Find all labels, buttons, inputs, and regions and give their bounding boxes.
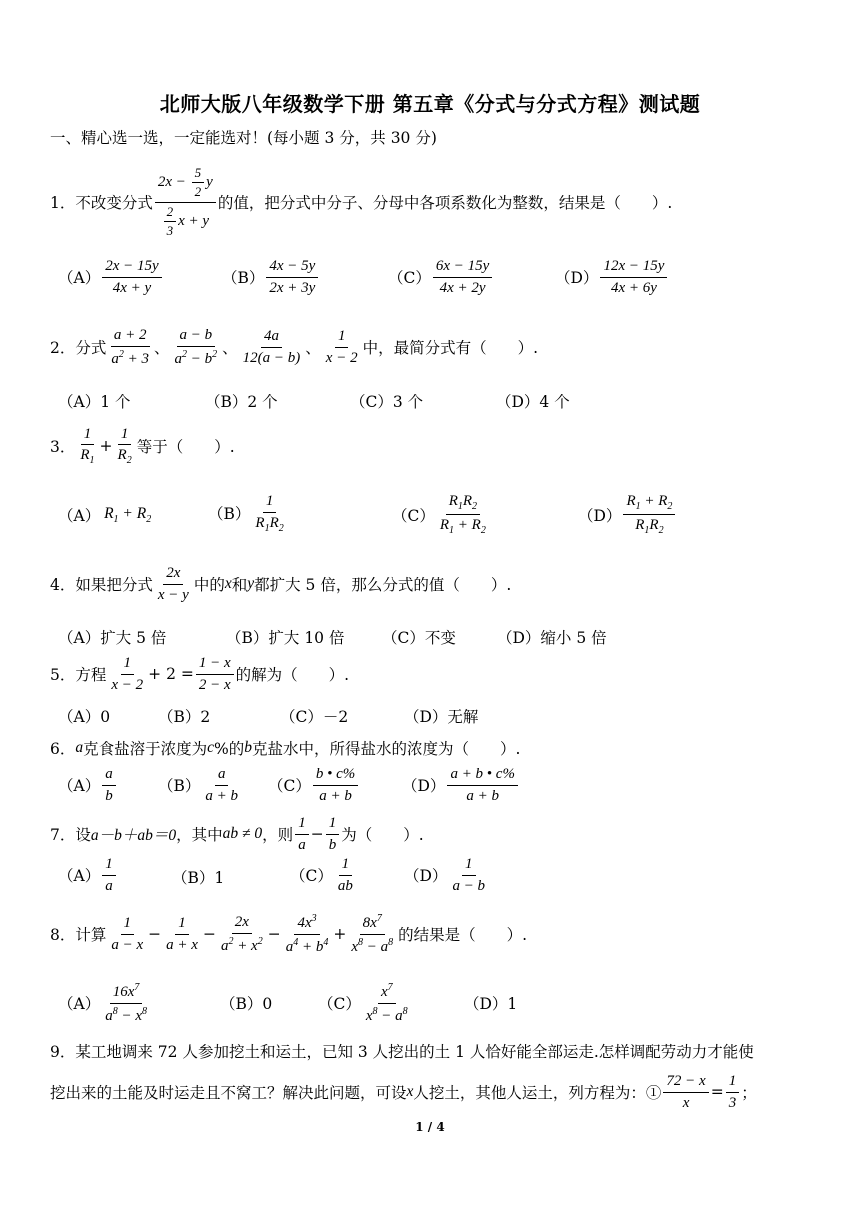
question-1-tail: 的值，把分式中分子、分母中各项系数化为整数，结果是（ ）. bbox=[217, 194, 673, 212]
option-label: （D） bbox=[555, 269, 599, 287]
separator: 、 bbox=[222, 339, 238, 357]
variable-a: a bbox=[75, 739, 84, 756]
question-8: 8．计算 $\frac{1}{a - x}$ − $\frac{1}{a + x}$ − $\frac{2x}{a^2 + x^2}$ − $\frac{4x^3}{a^4 + b^4}$ + $\frac{8x^7}{x^8 - a^8}$ 的结果是（ ）. bbox=[50, 913, 528, 955]
q3-option-c[interactable]: （C） $\frac{R_1R_2}{R_1 + R_2}$ bbox=[392, 493, 486, 536]
option-label: （D） bbox=[578, 506, 622, 525]
q2-option-b[interactable]: （B）2 个 bbox=[205, 393, 278, 411]
question-6-text: 克食盐溶于浓度为 bbox=[83, 740, 208, 758]
question-8-lead: 8．计算 bbox=[50, 926, 107, 944]
option-label: （B） bbox=[222, 269, 265, 287]
q1-main-fraction: 2x − $\frac{5}{2}$ y $\frac{2}{3}$ x + y bbox=[155, 166, 216, 238]
option-label: （A） bbox=[58, 777, 101, 795]
question-1 bbox=[50, 163, 672, 241]
question-5-tail: 的解为（ ）. bbox=[235, 666, 350, 684]
question-9-line-2: 挖出来的土能及时运走且不窝工？解决此问题，可设 x 人挖土，其他人运土，列方程为：① $\frac{72 - x}{x}$ = $\frac{1}{3}$ ； bbox=[50, 1073, 757, 1111]
q2-option-d[interactable]: （D）4 个 bbox=[496, 393, 570, 411]
q8-option-c[interactable]: （C） $\frac{x^7}{x^8 - a^8}$ bbox=[318, 982, 408, 1024]
q5-option-c[interactable]: （C）－2 bbox=[280, 708, 349, 726]
q5-option-d[interactable]: （D）无解 bbox=[404, 708, 479, 726]
question-5: 5．方程 $\frac{1}{x - 2}$ + 2 = $\frac{1 - x}{2 - x}$ 的解为（ ）. bbox=[50, 655, 350, 693]
question-3-tail: 等于（ ）. bbox=[136, 438, 235, 456]
option-label: （B） bbox=[158, 777, 201, 795]
option-label: （B） bbox=[208, 505, 251, 524]
variable-x: x bbox=[224, 575, 232, 592]
question-6-lead: 6． bbox=[50, 740, 76, 758]
separator: 、 bbox=[154, 339, 170, 357]
separator: 、 bbox=[305, 339, 321, 357]
question-7-text: ，则 bbox=[262, 826, 294, 844]
q4-option-a[interactable]: （A）扩大 5 倍 bbox=[58, 629, 167, 647]
question-3: 3． $\frac{1}{R_1}$ + $\frac{1}{R_2}$ 等于（ ）. bbox=[50, 425, 235, 467]
question-9-text: 人挖土，其他人运土，列方程为：① bbox=[413, 1084, 662, 1102]
question-2: 2．分式 $\frac{a + 2}{a^2 + 3}$ 、 $\frac{a - b}{a^2 - b^2}$ 、 $\frac{4a}{12(a - b)}$ 、 $\frac{1}{x - 2}$ 中，最简分式有（ ）. bbox=[50, 327, 539, 367]
q8-option-a[interactable]: （A） $\frac{16x^7}{a^8 - x^8}$ bbox=[58, 982, 147, 1024]
question-6 bbox=[50, 738, 520, 758]
q7-option-d[interactable]: （D） $\frac{1}{a - b}$ bbox=[404, 856, 486, 894]
variable-b: b bbox=[244, 739, 253, 756]
question-4-tail: 都扩大 5 倍，那么分式的值（ ）. bbox=[254, 576, 512, 594]
option-label: （A） bbox=[58, 269, 101, 287]
q7-option-c[interactable]: （C） $\frac{1}{ab}$ bbox=[290, 856, 353, 894]
q6-option-c[interactable]: （C） $\frac{b • c\%}{a + b}$ bbox=[268, 766, 360, 804]
q2-option-c[interactable]: （C）3 个 bbox=[350, 393, 424, 411]
q1-option-c[interactable]: （C） $\frac{6x - 15y}{4x + 2y}$ bbox=[388, 258, 494, 296]
q6-option-b[interactable]: （B） $\frac{a}{a + b}$ bbox=[158, 766, 239, 804]
question-4-lead: 4．如果把分式 bbox=[50, 576, 153, 594]
q1-option-b[interactable]: （B） $\frac{4x - 5y}{2x + 3y}$ bbox=[222, 258, 320, 296]
question-7-tail: 为（ ）. bbox=[341, 826, 424, 844]
question-6-text: %的 bbox=[214, 740, 245, 758]
question-7: 7．设 a－b＋ab＝0 ，其中 ab ≠ 0 ，则 $\frac{1}{a}$ − $\frac{1}{b}$ 为（ ）. bbox=[50, 815, 424, 853]
inequality: ab ≠ 0 bbox=[222, 825, 263, 842]
q6-option-a[interactable]: （A） $\frac{a}{b}$ bbox=[58, 766, 118, 804]
question-8-tail: 的结果是（ ）. bbox=[398, 926, 528, 944]
question-9-line-1: 9．某工地调来 72 人参加挖土和运土，已知 3 人挖出的土 1 人恰好能全部运走.怎样调配劳动力才能使 bbox=[50, 1043, 754, 1061]
option-label: （C） bbox=[392, 506, 435, 525]
option-label: （A） bbox=[58, 867, 101, 885]
option-label: （C） bbox=[268, 777, 311, 795]
q1-option-d[interactable]: （D） $\frac{12x - 15y}{4x + 6y}$ bbox=[555, 258, 669, 296]
option-label: （D） bbox=[402, 777, 446, 795]
option-label: （A） bbox=[58, 995, 101, 1013]
q8-option-b[interactable]: （B）0 bbox=[220, 995, 273, 1013]
question-4-text: 和 bbox=[231, 576, 248, 594]
variable-y: y bbox=[247, 575, 255, 592]
q5-option-b[interactable]: （B）2 bbox=[158, 708, 211, 726]
page-title: 北师大版八年级数学下册 第五章《分式与分式方程》测试题 bbox=[159, 92, 701, 116]
question-9-text: 挖出来的土能及时运走且不窝工？解决此问题，可设 bbox=[50, 1084, 407, 1102]
question-7-lead: 7．设 bbox=[50, 826, 91, 844]
option-label: （C） bbox=[290, 867, 333, 885]
question-4: 4．如果把分式 $\frac{2x}{x - y}$ 中的 x 和 y 都扩大 5 倍，那么分式的值（ ）. bbox=[50, 565, 512, 603]
equation: a－b＋ab＝0 bbox=[90, 827, 177, 844]
question-1-lead: 1．不改变分式 bbox=[50, 194, 153, 212]
q4-option-c[interactable]: （C）不变 bbox=[382, 629, 456, 647]
q2-option-a[interactable]: （A）1 个 bbox=[58, 393, 131, 411]
q3-option-d[interactable]: （D） $\frac{R_1 + R_2}{R_1R_2}$ bbox=[578, 493, 677, 536]
q8-option-d[interactable]: （D）1 bbox=[464, 995, 518, 1013]
question-7-text: ，其中 bbox=[176, 826, 223, 844]
question-5-lead: 5．方程 bbox=[50, 666, 107, 684]
q4-option-d[interactable]: （D）缩小 5 倍 bbox=[497, 629, 607, 647]
q5-option-a[interactable]: （A）0 bbox=[58, 708, 111, 726]
question-2-tail: 中，最简分式有（ ）. bbox=[362, 339, 539, 357]
question-4-text: 中的 bbox=[193, 576, 225, 594]
question-2-lead: 2．分式 bbox=[50, 339, 107, 357]
question-3-lead: 3． bbox=[50, 438, 76, 456]
option-label: （C） bbox=[318, 995, 361, 1013]
variable-x: x bbox=[406, 1083, 414, 1100]
q7-option-b[interactable]: （B）1 bbox=[172, 869, 225, 887]
section-heading: 一、精心选一选，一定能选对！(每小题 3 分，共 30 分) bbox=[50, 129, 437, 147]
question-6-tail: 克盐水中，所得盐水的浓度为（ ）. bbox=[252, 740, 521, 758]
page-number: 1 / 4 bbox=[415, 1120, 445, 1134]
q4-option-b[interactable]: （B）扩大 10 倍 bbox=[226, 629, 345, 647]
q7-option-a[interactable]: （A） $\frac{1}{a}$ bbox=[58, 856, 118, 894]
q1-option-a[interactable]: （A） $\frac{2x - 15y}{4x + y}$ bbox=[58, 258, 164, 296]
q6-option-d[interactable]: （D） $\frac{a + b • c\%}{a + b}$ bbox=[402, 766, 520, 804]
option-label: （A） bbox=[58, 507, 101, 525]
option-label: （C） bbox=[388, 269, 431, 287]
option-label: （D） bbox=[404, 867, 448, 885]
q3-option-b[interactable]: （B） $\frac{1}{R_1R_2}$ bbox=[208, 493, 284, 534]
q3-option-a[interactable]: （A） $R_1 + R_2$ bbox=[58, 504, 152, 526]
question-9-text: ； bbox=[741, 1084, 757, 1102]
variable-c: c bbox=[207, 739, 215, 756]
